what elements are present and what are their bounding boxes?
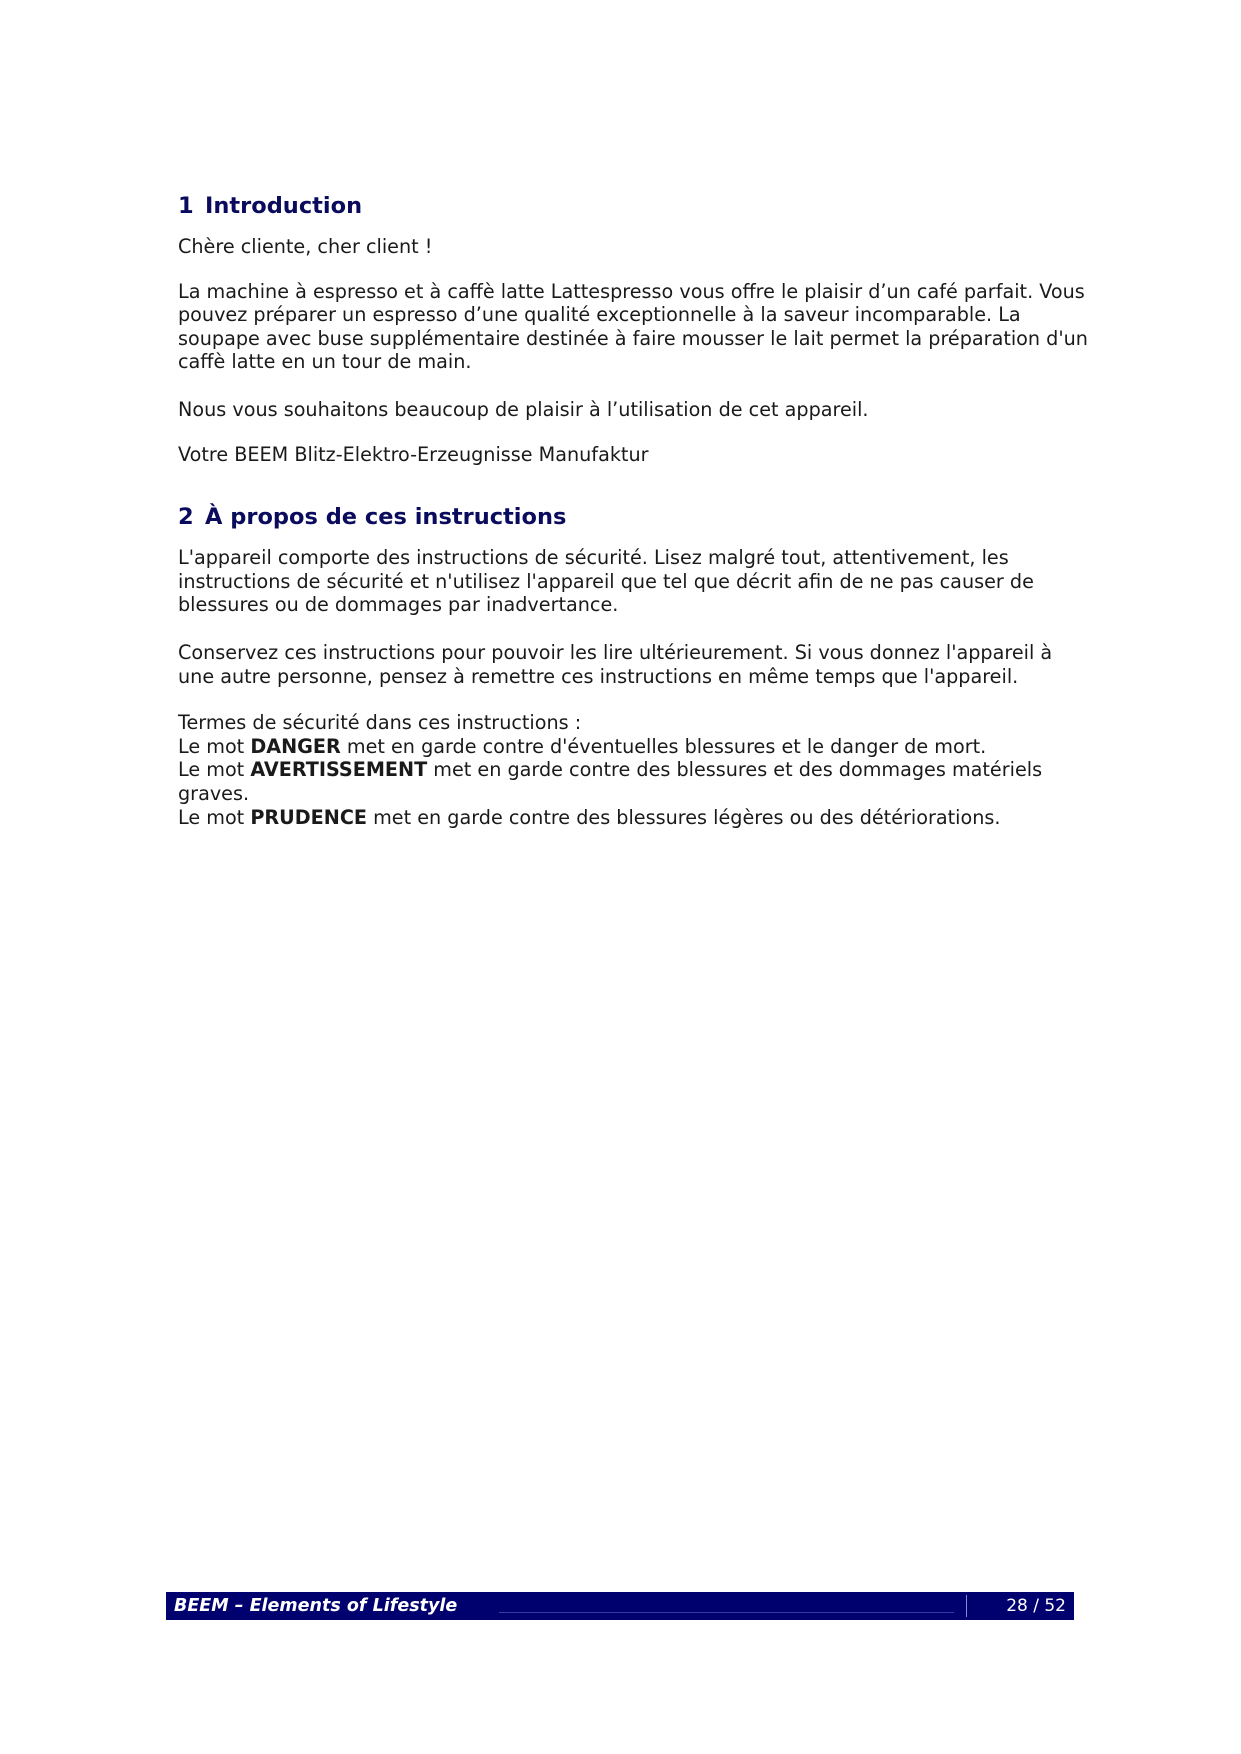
section-title: Introduction [205, 193, 363, 219]
term-prudence: PRUDENCE [250, 805, 368, 829]
section-title: À propos de ces instructions [205, 504, 567, 531]
signature-line: Votre BEEM Blitz-Elektro-Erzeugnisse Manufaktur [178, 442, 649, 466]
page-footer [166, 1592, 1074, 1620]
intro-paragraph: La machine à espresso et à caffè latte Lattespresso vous offre le plaisir d’un café parfait. Vous pouvez préparer un espresso d’une qualité exceptionnelle à la saveur incomparable. La soupape avec buse supplémentaire destinée à faire mousser le lait permet la préparation d'un caffè latte en un tour de main. [178, 279, 1088, 374]
safety-terms-block [178, 711, 1088, 829]
safety-term-avertissement: Le mot AVERTISSEMENT met en garde contre des blessures et des dommages matériels graves. [178, 758, 1043, 805]
page-number: 28 / 52 [1006, 1596, 1066, 1616]
section-number: 2 [178, 504, 194, 531]
section-number: 1 [178, 193, 194, 219]
section-heading-introduction [178, 190, 1088, 222]
footer-brand: BEEM – Elements of Lifestyle [174, 1596, 458, 1616]
page-content [178, 190, 1088, 829]
footer-rule [499, 1612, 954, 1613]
term-danger: DANGER [250, 734, 341, 758]
footer-divider [966, 1595, 967, 1617]
keep-instructions-paragraph: Conservez ces instructions pour pouvoir les lire ultérieurement. Si vous donnez l'appareil à une autre personne, pensez à remettre ces instructions en même temps que l'appareil. [178, 640, 1053, 688]
safety-term-prudence: Le mot PRUDENCE met en garde contre des blessures légères ou des détériorations. [178, 805, 1001, 829]
section-heading-about-instructions [178, 501, 1088, 533]
safety-term-danger: Le mot DANGER met en garde contre d'éventuelles blessures et le danger de mort. [178, 734, 987, 758]
safety-notice-paragraph: L'appareil comporte des instructions de sécurité. Lisez malgré tout, attentivement, les instructions de sécurité et n'utilisez l'appareil que tel que décrit afin de ne pas causer de blessures ou de dommages par inadvertance. [178, 546, 1034, 617]
term-avertissement: AVERTISSEMENT [250, 758, 428, 782]
wishes-paragraph: Nous vous souhaitons beaucoup de plaisir à l’utilisation de cet appareil. [178, 397, 869, 421]
salutation: Chère cliente, cher client ! [178, 235, 433, 258]
safety-terms-intro: Termes de sécurité dans ces instructions : [178, 711, 582, 735]
